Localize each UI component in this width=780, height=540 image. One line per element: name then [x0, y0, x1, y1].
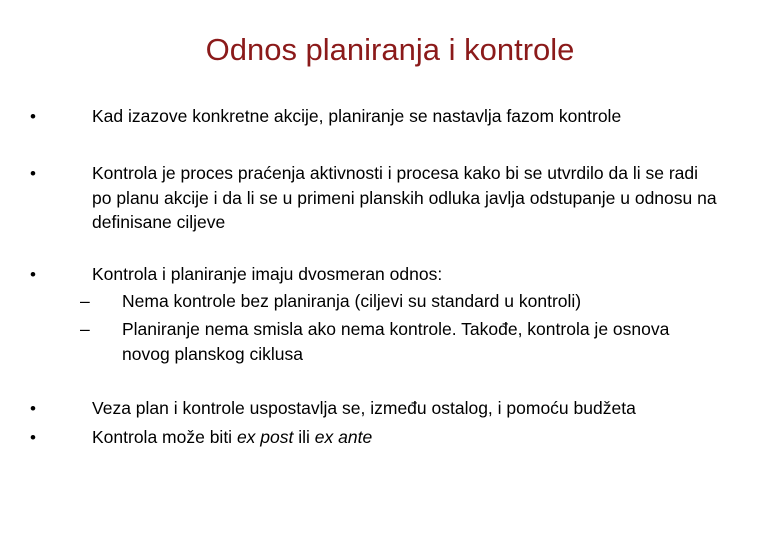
bullet-marker: •: [30, 107, 36, 126]
bullet-text: Kontrola je proces praćenja aktivnosti i procesa kako bi se utvrdilo da li se radi po planu akcije i da li se u primeni planskih odluka javlja odstupanje u odnosu na definisane ciljeve: [92, 163, 717, 232]
bullet-marker: •: [30, 399, 36, 418]
sub-item-text: Nema kontrole bez planiranja (ciljevi su standard u kontroli): [122, 291, 582, 311]
bullet-marker: •: [30, 428, 36, 447]
bullet-text: [92, 425, 732, 450]
sub-item-text: Planiranje nema smisla ako nema kontrole. Takođe, kontrola je osnova novog planskog ciklusa: [122, 319, 670, 364]
italic-term: ex ante: [314, 427, 373, 447]
dash-marker: –: [80, 319, 90, 339]
italic-term: ex post: [236, 427, 294, 447]
text-segment: ili: [293, 427, 315, 447]
bullet-marker: •: [30, 265, 36, 284]
slide-title: Odnos planiranja i kontrole: [205, 32, 575, 67]
bullet-text: Veza plan i kontrole uspostavlja se, između ostalog, i pomoću budžeta: [92, 398, 636, 418]
text-segment: Kontrola može biti: [92, 427, 237, 447]
dash-marker: –: [80, 291, 90, 311]
bullet-marker: •: [30, 164, 36, 183]
bullet-text: Kad izazove konkretne akcije, planiranje se nastavlja fazom kontrole: [92, 106, 622, 126]
bullet-text: Kontrola i planiranje imaju dvosmeran odnos:: [92, 264, 443, 284]
